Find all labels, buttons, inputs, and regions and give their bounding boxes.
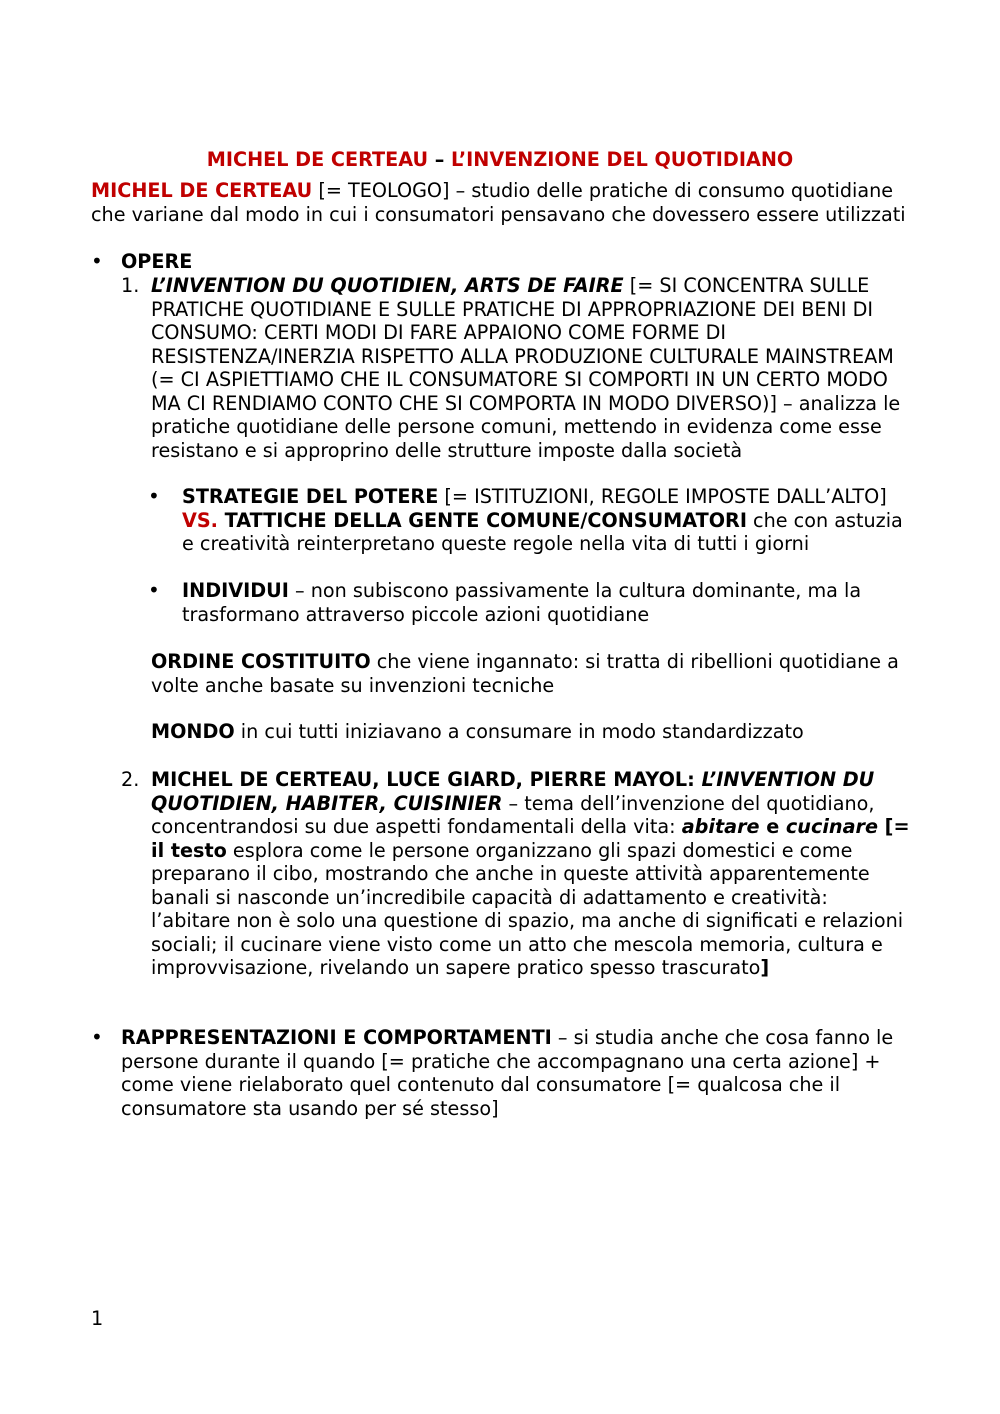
title-work: L’INVENZIONE DEL QUOTIDIANO [451, 148, 794, 171]
work-title: L’INVENTION DU QUOTIDIEN, ARTS DE FAIRE [151, 274, 624, 297]
sub-bullet-individui [182, 579, 912, 626]
title-author: MICHEL DE CERTEAU [206, 148, 429, 171]
closing-bracket: ] [760, 956, 770, 979]
title-separator: – [428, 148, 452, 171]
keyword-abitare: abitare [681, 815, 760, 838]
opere-item-2 [151, 768, 911, 980]
paragraph-mondo [151, 720, 911, 744]
sub-bullet-strong: INDIVIDUI [182, 579, 289, 602]
paragraph-strong: ORDINE COSTITUITO [151, 650, 371, 673]
bullet-icon [91, 250, 105, 274]
paragraph-strong: MONDO [151, 720, 235, 743]
bullet-icon [91, 1026, 105, 1050]
opere-heading: OPERE [121, 250, 193, 273]
paragraph-text: in cui tutti iniziavano a consumare in modo standardizzato [234, 720, 804, 743]
sub-bullet-strong: STRATEGIE DEL POTERE [182, 485, 439, 508]
work-title: L’INVENTION DU QUOTIDIEN, HABITER, CUISINIER [151, 768, 875, 815]
vs-label: VS. [182, 508, 218, 532]
work-description: esplora come le persone organizzano gli spazi domestici e come preparano il cibo, mostrando che anche in queste attività apparentemente banali si nasconde un’incredibile capacità di adattamento e creatività: l’abitare non è solo una questione di spazio, ma anche di significati e relazioni sociali; il cucinare viene visto come un atto che mescola memoria, cultura e improvvisazione, rivelando un sapere pratico spesso trascurato [151, 838, 904, 979]
sub-bullet-text: [= ISTITUZIONI, REGOLE IMPOSTE DALL’ALTO] [438, 485, 887, 508]
bullet-icon [148, 485, 162, 509]
sub-bullet-text: che con astuzia e creatività reinterpretano queste regole nella vita di tutti i giorni [182, 508, 903, 555]
sub-bullet-text: – non subiscono passivamente la cultura dominante, ma la trasformano attraverso piccole azioni quotidiane [182, 579, 862, 626]
page-title [0, 148, 1000, 172]
work-authors: MICHEL DE CERTEAU, LUCE GIARD, PIERRE MAYOL: [151, 768, 702, 791]
intro-text: [= TEOLOGO] – studio delle pratiche di consumo quotidiane che variane dal modo in cui i consumatori pensavano che dovessero essere utilizzati [91, 179, 906, 226]
keyword-cucinare: cucinare [785, 815, 878, 838]
intro-paragraph [91, 179, 911, 226]
intro-author: MICHEL DE CERTEAU [91, 179, 313, 202]
list-number: 1. [121, 274, 140, 297]
rappresentazioni-text: – si studia anche che cosa fanno le persone durante il quando [= pratiche che accompagnano una certa azione] + come viene rielaborato quel contenuto dal consumatore [= qualcosa che il consumatore sta usando per sé stesso] [121, 1026, 894, 1120]
opere-item-1 [151, 274, 911, 462]
sub-bullet-strategie [182, 485, 912, 556]
rappresentazioni-item [121, 1026, 911, 1120]
paragraph-ordine [151, 650, 911, 697]
page-number: 1 [91, 1307, 104, 1330]
work-description: [= SI CONCENTRA SULLE PRATICHE QUOTIDIANE E SULLE PRATICHE DI APPROPRIAZIONE DEI BENI DI CONSUMO: CERTI MODI DI FARE APPAIONO COME FORME DI RESISTENZA/INERZIA RISPETTO ALLA PRODUZIONE CULTURALE MAINSTREAM (= CI ASPIETTIAMO CHE IL CONSUMATORE SI COMPORTI IN UN CERTO MODO MA CI RENDIAMO CONTO CHE SI COMPORTA IN MODO DIVERSO)] – analizza le pratiche quotidiane delle persone comuni, mettendo in evidenza come esse resistano e si approprino delle strutture imposte dalla società [151, 274, 901, 462]
bullet-icon [148, 579, 162, 603]
sub-bullet-strong: TATTICHE DELLA GENTE COMUNE/CONSUMATORI [217, 508, 747, 532]
list-number: 2. [121, 768, 140, 791]
keyword-e: e [759, 815, 786, 838]
paragraph-text: che viene ingannato: si tratta di ribellioni quotidiane a volte anche basate su invenzioni tecniche [151, 650, 899, 697]
work-description: – tema dell’invenzione del quotidiano, concentrandosi su due aspetti fondamentali della vita: [151, 791, 875, 838]
keyword-testo: [= il testo [151, 815, 910, 862]
rappresentazioni-strong: RAPPRESENTAZIONI E COMPORTAMENTI [121, 1026, 552, 1049]
